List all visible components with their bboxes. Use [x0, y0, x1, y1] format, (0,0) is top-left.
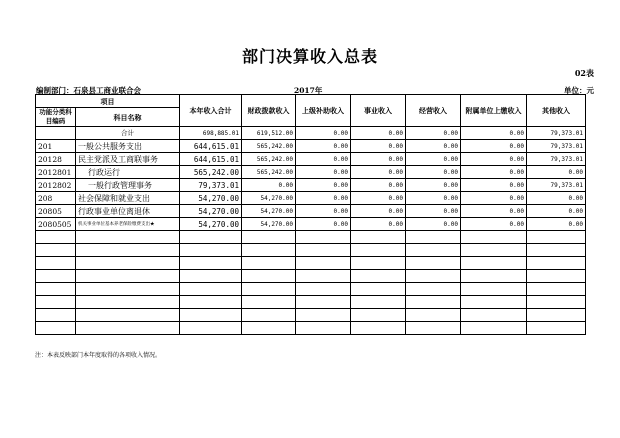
row-value: 644,615.01 — [180, 153, 242, 166]
empty-row — [36, 257, 586, 270]
table-row — [36, 153, 586, 166]
footnote: 注：本表反映部门本年度取得的各项收入情况。 — [35, 352, 162, 359]
row-name: 一般公共服务支出 — [76, 140, 180, 153]
row-value: 0.00 — [296, 192, 351, 205]
row-value: 565,242.00 — [242, 140, 296, 153]
row-value: 0.00 — [296, 218, 351, 231]
row-value: 79,373.01 — [180, 179, 242, 192]
total-value: 619,512.00 — [242, 127, 296, 140]
row-value: 0.00 — [296, 205, 351, 218]
header-col-business: 事业收入 — [351, 95, 406, 127]
row-value: 0.00 — [527, 205, 586, 218]
row-value: 0.00 — [351, 179, 406, 192]
table-row — [36, 205, 586, 218]
report-year: 2017年 — [294, 86, 323, 95]
row-value: 565,242.00 — [180, 166, 242, 179]
row-value: 0.00 — [406, 140, 461, 153]
row-value: 644,615.01 — [180, 140, 242, 153]
header-col-total: 本年收入合计 — [180, 95, 242, 127]
row-value: 0.00 — [527, 166, 586, 179]
row-value: 79,373.01 — [527, 179, 586, 192]
row-value: 54,270.00 — [242, 205, 296, 218]
revenue-table — [35, 94, 586, 335]
row-value: 0.00 — [527, 218, 586, 231]
header-col-other: 其他收入 — [527, 95, 586, 127]
total-value: 0.00 — [461, 127, 527, 140]
row-value: 0.00 — [406, 218, 461, 231]
row-value: 0.00 — [461, 179, 527, 192]
empty-row — [36, 296, 586, 309]
header-project: 项目 — [36, 95, 180, 108]
row-value: 54,270.00 — [180, 218, 242, 231]
row-value: 0.00 — [406, 192, 461, 205]
row-value: 0.00 — [461, 140, 527, 153]
row-value: 0.00 — [351, 140, 406, 153]
empty-row — [36, 283, 586, 296]
row-value: 54,270.00 — [242, 192, 296, 205]
row-value: 0.00 — [296, 166, 351, 179]
table-row — [36, 179, 586, 192]
row-value: 0.00 — [406, 179, 461, 192]
empty-row — [36, 270, 586, 283]
total-value: 79,373.01 — [527, 127, 586, 140]
total-row — [36, 127, 586, 140]
row-name: 行政运行 — [76, 166, 180, 179]
row-value: 54,270.00 — [180, 192, 242, 205]
row-value: 0.00 — [296, 153, 351, 166]
row-name: 一般行政管理事务 — [76, 179, 180, 192]
unit-label: 单位：元 — [564, 86, 594, 95]
row-code: 2012802 — [36, 179, 76, 192]
row-value: 79,373.01 — [527, 140, 586, 153]
row-value: 0.00 — [351, 153, 406, 166]
header-func-code: 功能分类科目编码 — [36, 108, 76, 127]
row-code: 2012801 — [36, 166, 76, 179]
row-value: 54,270.00 — [242, 218, 296, 231]
empty-row — [36, 244, 586, 257]
row-code: 20805 — [36, 205, 76, 218]
table-row — [36, 166, 586, 179]
total-value: 0.00 — [296, 127, 351, 140]
org-label: 编制部门：石泉县工商业联合会 — [36, 86, 141, 95]
row-code: 2080505 — [36, 218, 76, 231]
row-name: 民主党派及工商联事务 — [76, 153, 180, 166]
row-value: 79,373.01 — [527, 153, 586, 166]
header-col-operating: 经营收入 — [406, 95, 461, 127]
row-code: 208 — [36, 192, 76, 205]
row-value: 0.00 — [461, 192, 527, 205]
report-title: 部门决算收入总表 — [241, 47, 378, 66]
row-value: 0.00 — [296, 140, 351, 153]
header-col-affiliated: 附属单位上缴收入 — [461, 95, 527, 127]
row-value: 0.00 — [527, 192, 586, 205]
total-value: 0.00 — [406, 127, 461, 140]
row-value: 0.00 — [461, 166, 527, 179]
form-code: 02表 — [574, 68, 594, 78]
row-name: 机关事业单位基本养老保险缴费支出★ — [76, 218, 180, 231]
total-value: 698,885.01 — [180, 127, 242, 140]
row-value: 0.00 — [461, 205, 527, 218]
row-value: 0.00 — [406, 205, 461, 218]
header-col-fiscal: 财政拨款收入 — [242, 95, 296, 127]
row-value: 54,270.00 — [180, 205, 242, 218]
table-row — [36, 218, 586, 231]
row-value: 0.00 — [351, 166, 406, 179]
row-value: 0.00 — [406, 166, 461, 179]
row-name: 社会保障和就业支出 — [76, 192, 180, 205]
total-value: 0.00 — [351, 127, 406, 140]
empty-row — [36, 231, 586, 244]
table-row — [36, 140, 586, 153]
row-value: 0.00 — [461, 218, 527, 231]
table-row — [36, 192, 586, 205]
row-name: 行政事业单位离退休 — [76, 205, 180, 218]
row-value: 0.00 — [351, 218, 406, 231]
header-col-superior: 上级补助收入 — [296, 95, 351, 127]
row-value: 0.00 — [351, 192, 406, 205]
empty-row — [36, 309, 586, 322]
row-value: 0.00 — [461, 153, 527, 166]
row-value: 0.00 — [296, 179, 351, 192]
row-value: 0.00 — [351, 205, 406, 218]
total-label: 合计 — [76, 127, 180, 140]
row-value: 0.00 — [406, 153, 461, 166]
row-value: 565,242.00 — [242, 153, 296, 166]
header-subject-name: 科目名称 — [76, 108, 180, 127]
row-code: 20128 — [36, 153, 76, 166]
row-value: 565,242.00 — [242, 166, 296, 179]
row-code: 201 — [36, 140, 76, 153]
empty-row — [36, 322, 586, 335]
row-value: 0.00 — [242, 179, 296, 192]
